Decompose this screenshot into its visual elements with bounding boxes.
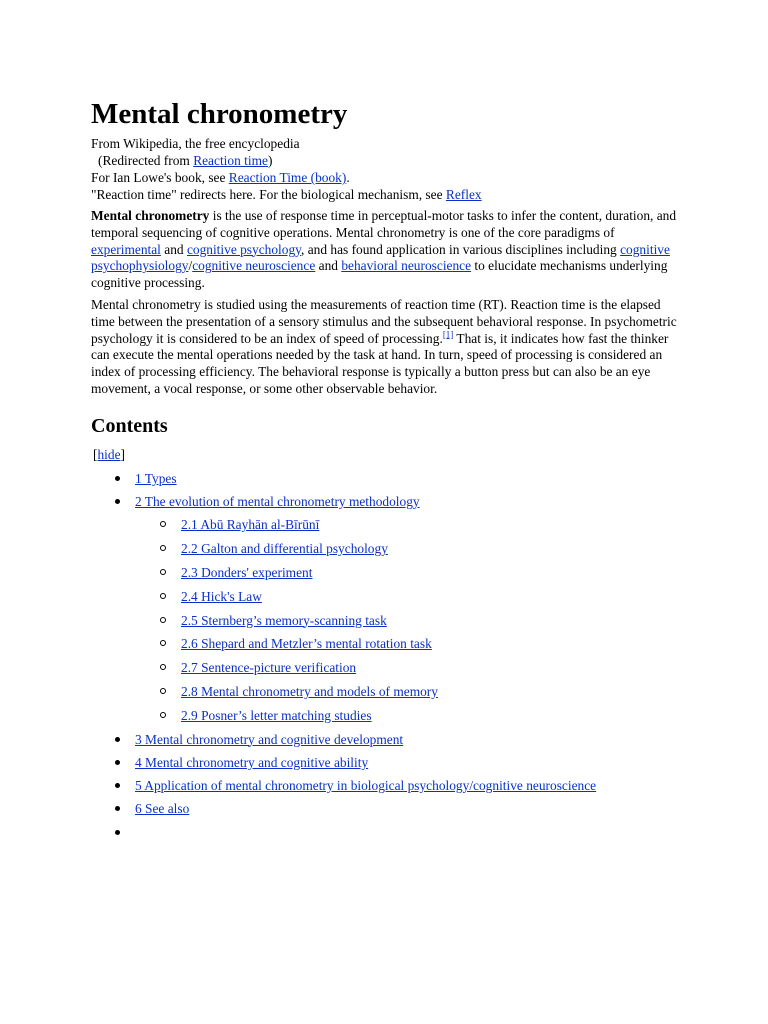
toc-toggle: [hide]: [93, 446, 125, 462]
toc-link-2-7[interactable]: 2.7 Sentence-picture verification: [181, 660, 357, 676]
redirected-from-note: (Redirected from Reaction time): [98, 153, 273, 168]
toc-link-2-2[interactable]: 2.2 Galton and differential psychology: [181, 541, 388, 557]
toc-item: [91, 490, 678, 727]
link-reaction-time[interactable]: Reaction time: [193, 153, 268, 168]
bold-term: Mental chronometry: [91, 208, 210, 223]
toc-sublist: [135, 513, 678, 727]
toc-link-see-also[interactable]: 6 See also: [135, 801, 190, 817]
toc-subitem: [135, 585, 678, 609]
toc-link-types[interactable]: 1 Types: [135, 470, 177, 486]
link-cognitive-psychology[interactable]: cognitive psychology: [186, 241, 301, 257]
from-line: From Wikipedia, the free encyclopedia: [91, 136, 300, 151]
toc-link-2-4[interactable]: 2.4 Hick's Law: [181, 588, 262, 604]
toc-subitem: [135, 513, 678, 537]
toc-subitem: [135, 704, 678, 728]
contents-heading: Contents: [91, 414, 168, 437]
toc-subitem: [135, 537, 678, 561]
table-of-contents: [91, 467, 678, 844]
toc-link-2-3[interactable]: 2.3 Donders' experiment: [181, 564, 313, 580]
toc-subitem: [135, 656, 678, 680]
rt-paragraph: Mental chronometry is studied using the measurements of reaction time (RT). Reaction time is the elapsed time between the presentation of a sensory stimulus and the subsequent behavioral response. In psychometric psychology it is considered to be an index of speed of processing.[1] That is, it indicates how fast the thinker can execute the mental operations needed by the task at hand. In turn, speed of processing is considered an index of processing efficiency. The behavioral response is typically a button press but can also be an eye movement, a vocal response, or some other observable behavior.: [91, 296, 677, 396]
toc-link-cognitive-ability[interactable]: 4 Mental chronometry and cognitive ability: [135, 754, 369, 770]
toc-item: [91, 467, 678, 490]
reference-1[interactable]: [1]: [442, 329, 454, 340]
toc-subitem: [135, 632, 678, 656]
link-cognitive-psychophysiology[interactable]: cognitive psychophysiology: [91, 241, 670, 274]
link-reaction-time-book[interactable]: Reaction Time (book): [228, 170, 347, 185]
intro-paragraph: Mental chronometry is the use of response time in perceptual-motor tasks to infer the content, duration, and temporal sequencing of cognitive operations. Mental chronometry is one of the core paradigms of experimental and cognitive psychology, and has found application in various disciplines including cognitive psychophysiology/cognitive neuroscience and behavioral neuroscience to elucidate mechanisms underlying cognitive processing.: [91, 208, 677, 291]
toc-link-2-6[interactable]: 2.6 Shepard and Metzler’s mental rotation task: [181, 636, 432, 652]
toc-item: [91, 751, 678, 774]
toc-item-empty: [91, 821, 678, 844]
toc-item: [91, 797, 678, 820]
toc-link-2-1[interactable]: 2.1 Abū Rayhān al-Bīrūnī: [181, 517, 320, 533]
toc-subitem: [135, 561, 678, 585]
page-title: Mental chronometry: [91, 98, 348, 130]
toc-item: [91, 774, 678, 797]
toc-item: [91, 728, 678, 751]
toc-link-biological-psychology[interactable]: 5 Application of mental chronometry in biological psychology/cognitive neuroscience: [135, 778, 597, 794]
link-cognitive-neuroscience[interactable]: cognitive neuroscience: [192, 258, 316, 274]
toc-subitem: [135, 680, 678, 704]
link-reflex[interactable]: Reflex: [445, 187, 482, 202]
toc-link-2-9[interactable]: 2.9 Posner’s letter matching studies: [181, 707, 372, 723]
toc-subitem: [135, 609, 678, 633]
toc-link-cognitive-development[interactable]: 3 Mental chronometry and cognitive development: [135, 731, 404, 747]
link-experimental[interactable]: experimental: [91, 241, 161, 257]
toc-link-2-8[interactable]: 2.8 Mental chronometry and models of memory: [181, 683, 438, 699]
article-header-notes: [91, 135, 678, 203]
hatnote-book: For Ian Lowe's book, see Reaction Time (book).: [91, 170, 350, 185]
toc-link-evolution[interactable]: 2 The evolution of mental chronometry methodology: [135, 494, 420, 510]
hide-toc-link[interactable]: hide: [97, 446, 121, 462]
hatnote-reflex: "Reaction time" redirects here. For the biological mechanism, see Reflex: [91, 187, 482, 202]
toc-link-2-5[interactable]: 2.5 Sternberg’s memory-scanning task: [181, 612, 387, 628]
link-behavioral-neuroscience[interactable]: behavioral neuroscience: [341, 258, 472, 274]
